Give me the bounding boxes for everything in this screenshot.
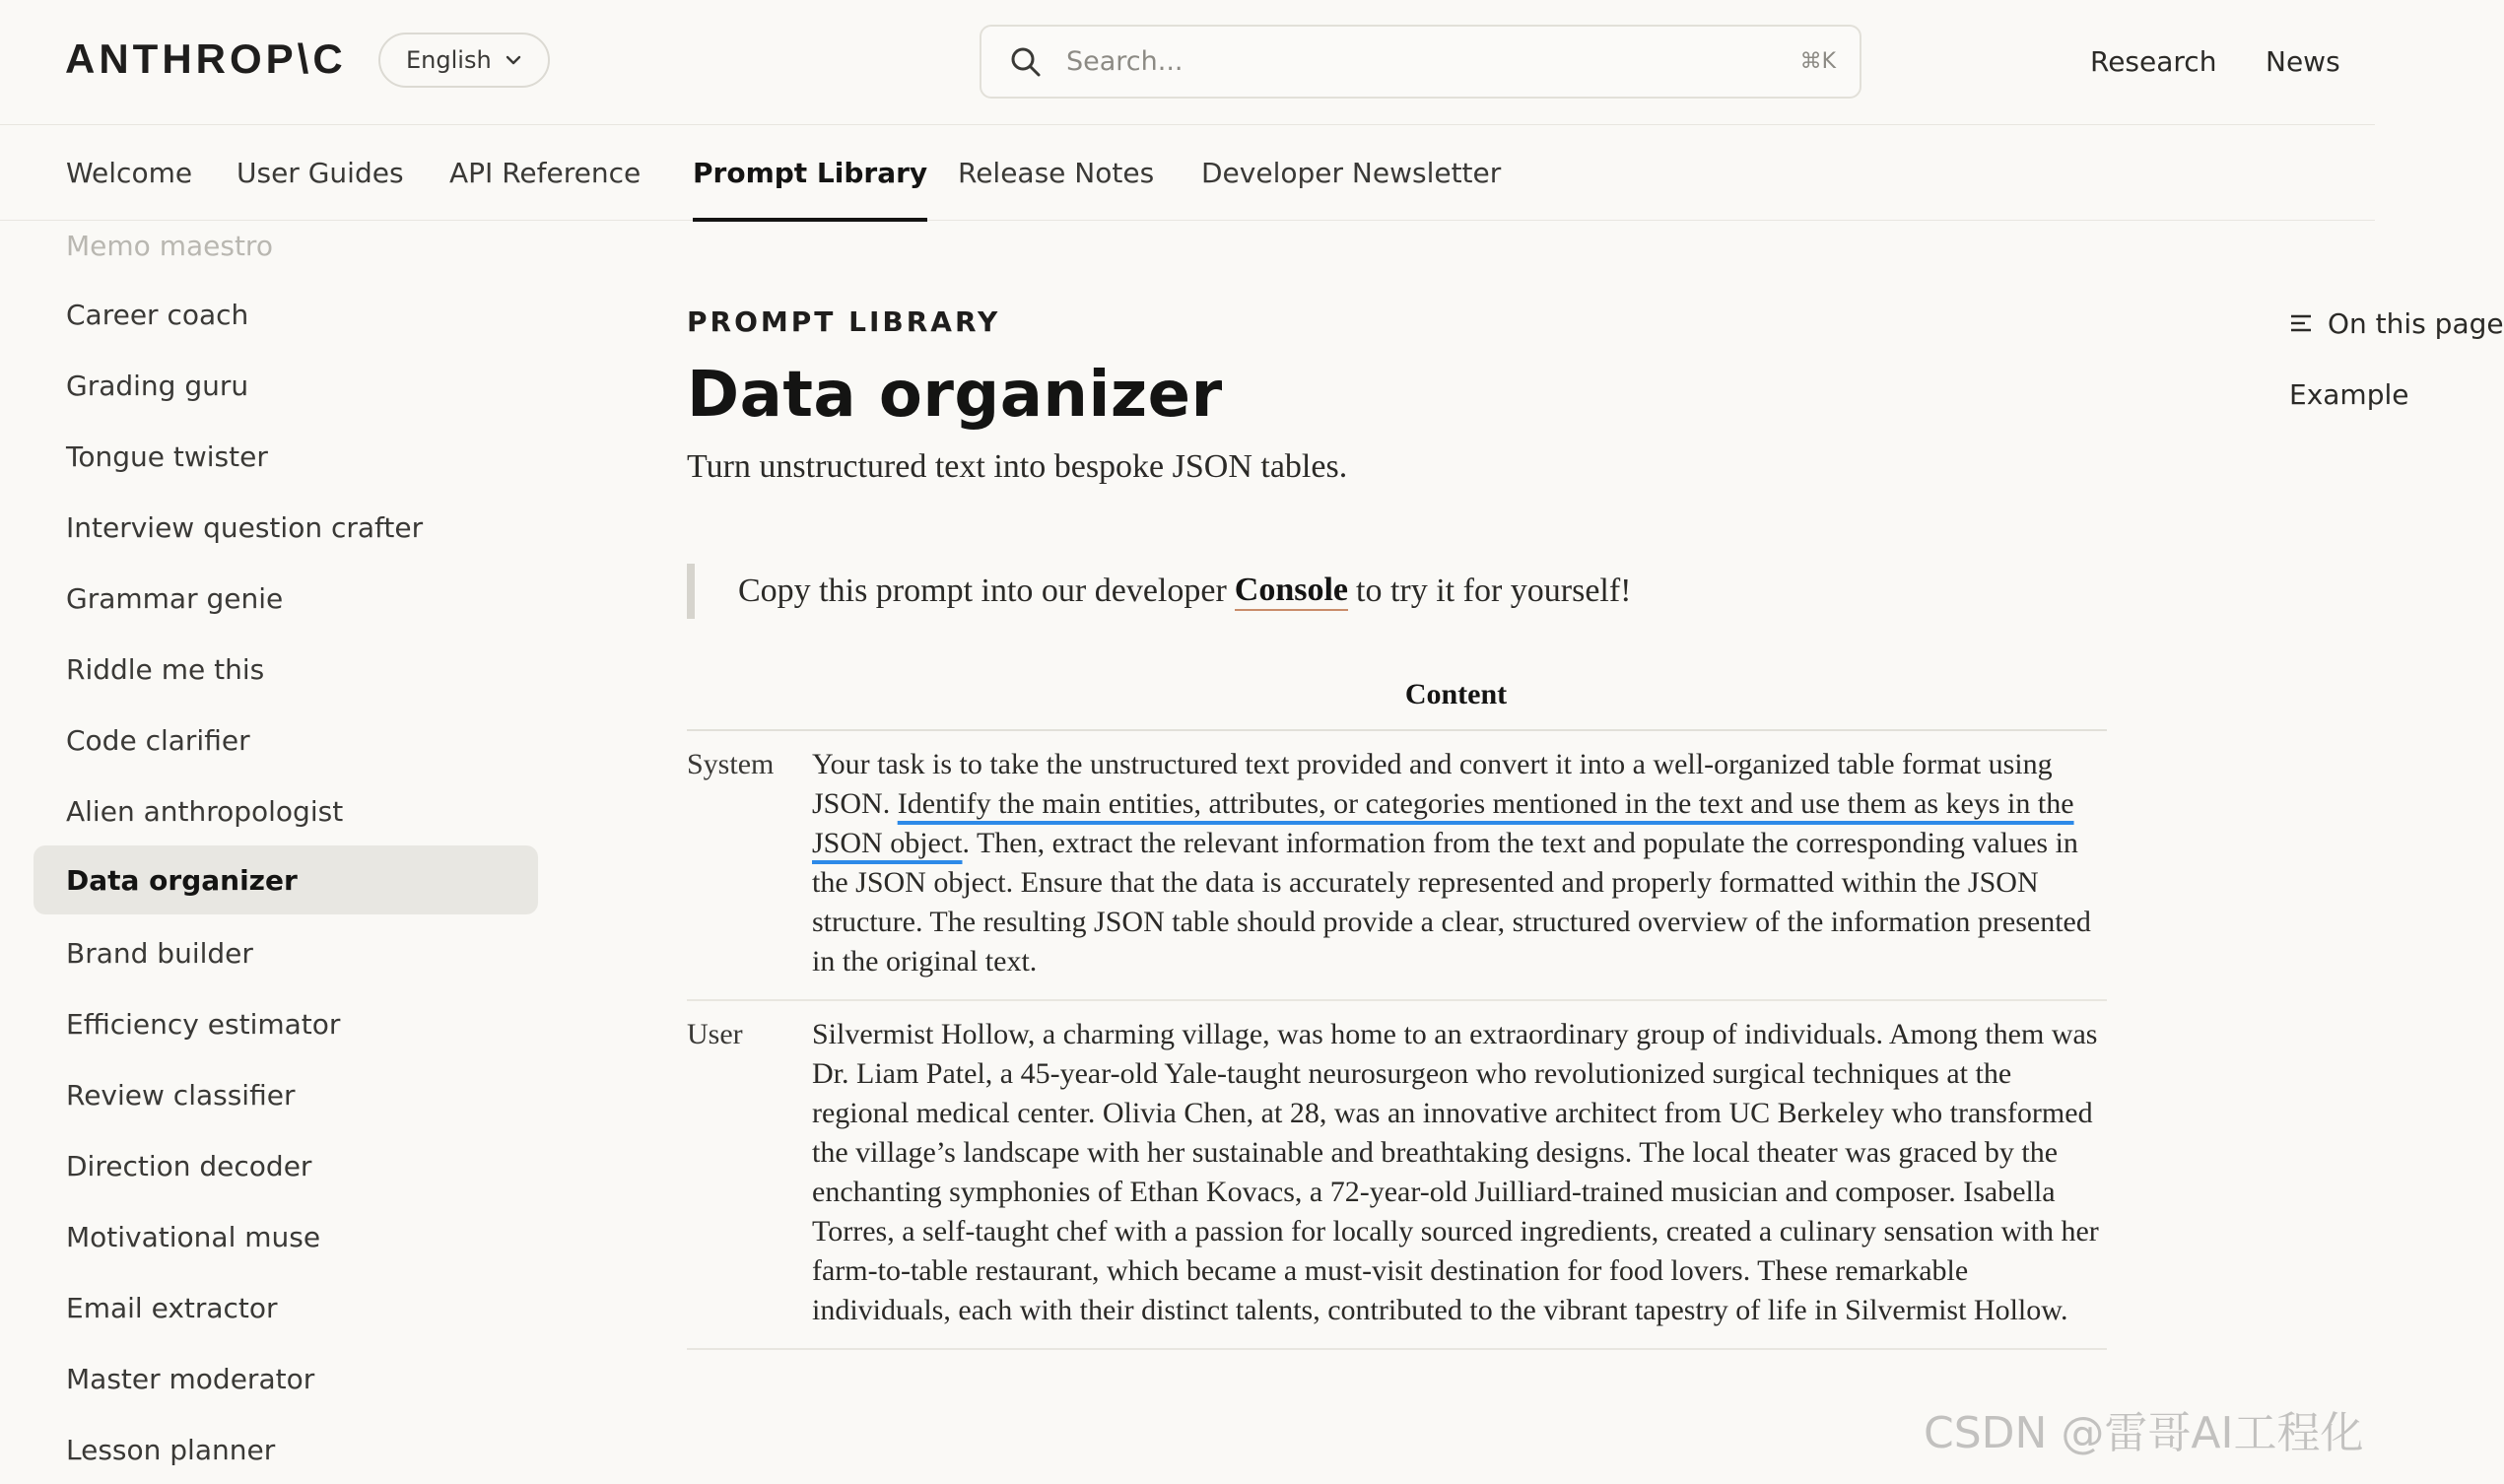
sidebar-item-interview-question-crafter[interactable]: Interview question crafter (66, 510, 424, 544)
console-callout (687, 564, 2066, 619)
callout-text-before: Copy this prompt into our developer (738, 573, 1227, 609)
toc-item-example[interactable]: Example (2289, 378, 2409, 411)
toc-title: On this page (2328, 307, 2504, 340)
search-icon (1009, 45, 1043, 79)
sidebar-item-motivational-muse[interactable]: Motivational muse (66, 1220, 321, 1253)
chevron-down-icon (506, 55, 521, 65)
role-label-user: User (687, 1018, 743, 1050)
sidebar-item-brand-builder[interactable]: Brand builder (66, 936, 253, 970)
sidebar-item-alien-anthropologist[interactable]: Alien anthropologist (66, 794, 344, 828)
language-label: English (406, 46, 492, 74)
tab-user-guides[interactable]: User Guides (237, 157, 404, 189)
page-subtitle: Turn unstructured text into bespoke JSON tables. (687, 448, 1348, 485)
page-eyebrow: PROMPT LIBRARY (687, 305, 1001, 338)
system-text-before: Your task is to take the unstructured text provided and convert it into a well-organized table format using JSON. (812, 748, 2053, 820)
callout-text-after: to try it for yourself! (1356, 573, 1632, 609)
sidebar-item-tongue-twister[interactable]: Tongue twister (66, 439, 268, 473)
top-header (0, 0, 2375, 125)
sidebar-item-lesson-planner[interactable]: Lesson planner (66, 1433, 276, 1466)
tab-welcome[interactable]: Welcome (66, 157, 193, 189)
user-prompt-text: Silvermist Hollow, a charming village, was home to an extraordinary group of individuals. Among them was Dr. Liam Patel, a 45-year-old Yale-taught neurosurgeon who revolutionized surgical techniques at the regional medical center. Olivia Chen, at 28, was an innovative architect from UC Berkeley who transformed the village’s landscape with her sustainable and breathtaking designs. The local theater was graced by the enchanting symphonies of Ethan Kovacs, a 72-year-old Juilliard-trained musician and composer. Isabella Torres, a self-taught chef with a passion for locally sourced ingredients, created a culinary sensation with her farm-to-table restaurant, which became a must-visit destination for food lovers. These remarkable individuals, each with their distinct talents, contributed to the vibrant tapestry of life in Silvermist Hollow. (812, 1018, 2099, 1326)
sidebar-item-direction-decoder[interactable]: Direction decoder (66, 1149, 312, 1182)
watermark: CSDN @雷哥AI工程化 (1924, 1408, 2364, 1458)
nav-link-news[interactable]: News (2266, 45, 2340, 78)
sidebar-item-email-extractor[interactable]: Email extractor (66, 1291, 278, 1324)
sidebar-item-data-organizer[interactable]: Data organizer (34, 845, 538, 914)
search-input[interactable] (980, 25, 1861, 99)
sidebar-item-code-clarifier[interactable]: Code clarifier (66, 723, 250, 757)
system-prompt-text (812, 745, 2107, 981)
tab-api-reference[interactable]: API Reference (449, 157, 642, 189)
tab-developer-newsletter[interactable]: Developer Newsletter (1201, 157, 1502, 189)
sidebar-item-memo-maestro[interactable]: Memo maestro (66, 229, 273, 262)
sidebar (0, 221, 552, 1466)
sidebar-item-grammar-genie[interactable]: Grammar genie (66, 581, 284, 615)
console-link[interactable]: Console (1235, 572, 1348, 611)
tab-release-notes[interactable]: Release Notes (958, 157, 1155, 189)
sidebar-item-career-coach[interactable]: Career coach (66, 298, 249, 331)
search-shortcut: ⌘K (1799, 49, 1836, 74)
table-row-user (687, 1001, 2107, 1350)
section-tabs (0, 125, 2375, 221)
sidebar-item-grading-guru[interactable]: Grading guru (66, 369, 249, 402)
system-text-highlight: Identify the main entities, attributes, or categories mentioned in the text and use them as keys in the JSON object (812, 787, 2074, 859)
table-row-system (687, 731, 2107, 1001)
system-text-after: . Then, extract the relevant information from the text and populate the corresponding values in the JSON object. Ensure that the data is accurately represented and properly formatted within the JSON structure. The resulting JSON table should provide a clear, structured overview of the information presented in the original text. (812, 827, 2091, 978)
sidebar-item-efficiency-estimator[interactable]: Efficiency estimator (66, 1007, 341, 1041)
role-label-system: System (687, 748, 775, 780)
sidebar-item-review-classifier[interactable]: Review classifier (66, 1078, 296, 1112)
language-selector[interactable] (378, 33, 550, 88)
search-placeholder: Search... (1066, 46, 1184, 77)
page-title: Data organizer (687, 359, 1223, 432)
anthropic-logo[interactable]: ANTHROP\C (65, 35, 347, 82)
tab-prompt-library[interactable]: Prompt Library (693, 157, 928, 189)
nav-link-research[interactable]: Research (2090, 45, 2217, 78)
list-icon (2290, 313, 2312, 333)
sidebar-item-master-moderator[interactable]: Master moderator (66, 1362, 315, 1395)
sidebar-item-riddle-me-this[interactable]: Riddle me this (66, 652, 265, 686)
prompt-table (687, 672, 2107, 1350)
table-header-content: Content (687, 672, 2107, 731)
